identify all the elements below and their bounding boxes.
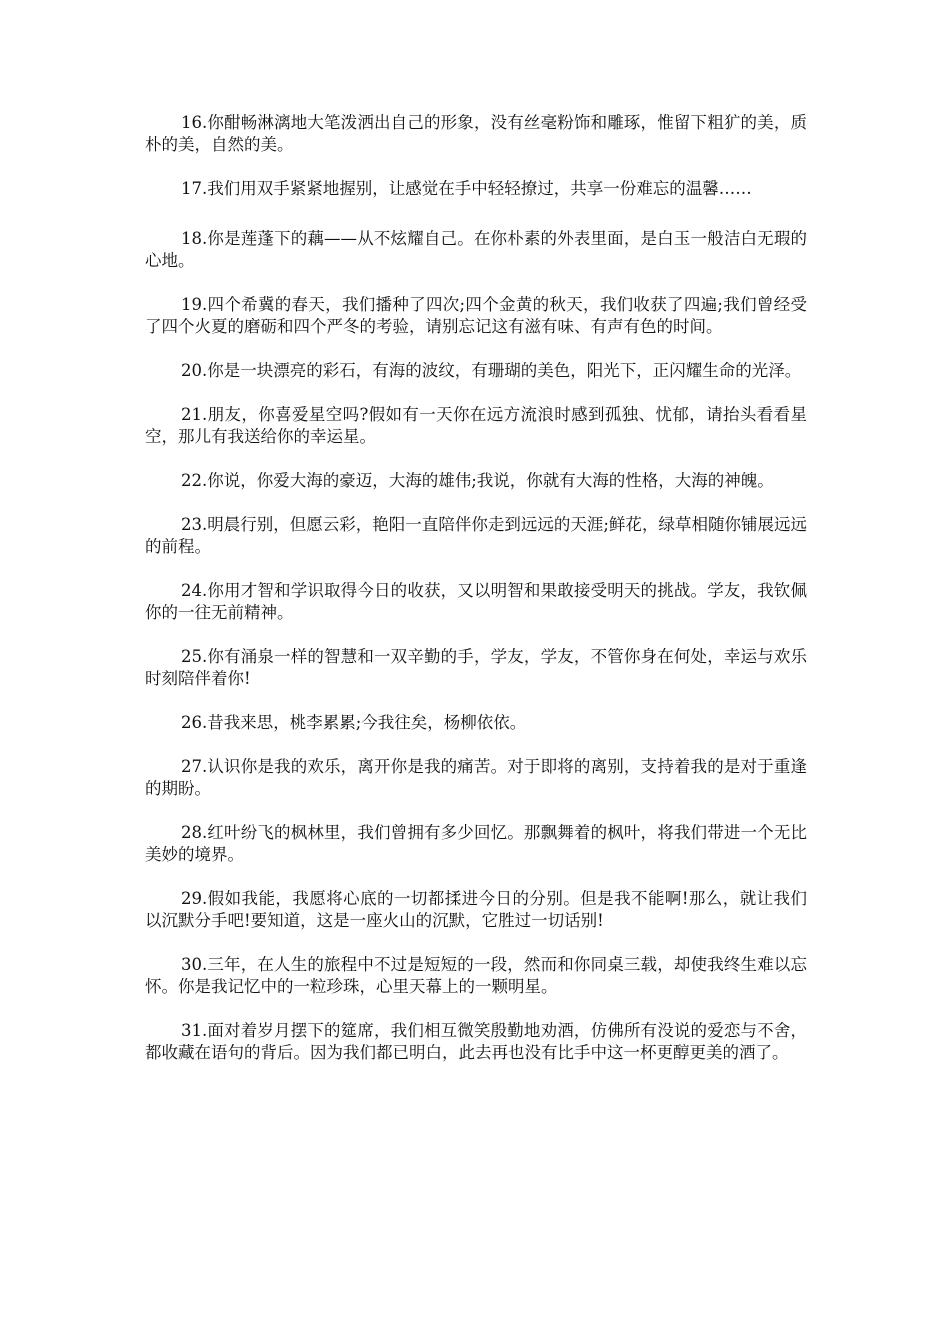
paragraph-26: 26.昔我来思，桃李累累;今我往矣，杨柳依依。 [181, 713, 527, 732]
paragraph-17: 17.我们用双手紧紧地握别，让感觉在手中轻轻撩过，共享一份难忘的温馨…… [181, 179, 752, 198]
paragraph-29: 29.假如我能，我愿将心底的一切都揉进今日的分别。但是我不能啊!那么，就让我们以沉默分手吧!要知道，这是一座火山的沉默，它胜过一切话别! [145, 889, 807, 930]
paragraph-22: 22.你说，你爱大海的豪迈，大海的雄伟;我说，你就有大海的性格，大海的神魄。 [181, 471, 774, 490]
paragraph-24: 24.你用才智和学识取得今日的收获，又以明智和果敢接受明天的挑战。学友，我钦佩你的一往无前精神。 [145, 581, 807, 622]
paragraph-27: 27.认识你是我的欢乐，离开你是我的痛苦。对于即将的离别，支持着我的是对于重逢的期盼。 [145, 757, 807, 798]
paragraph-20: 20.你是一块漂亮的彩石，有海的波纹，有珊瑚的美色，阳光下，正闪耀生命的光泽。 [181, 361, 802, 380]
paragraph-18: 18.你是莲蓬下的藕——从不炫耀自己。在你朴素的外表里面，是白玉一般洁白无瑕的心地。 [145, 229, 807, 270]
paragraph-19: 19.四个希冀的春天，我们播种了四次;四个金黄的秋天，我们收获了四遍;我们曾经受了四个火夏的磨砺和四个严冬的考验，请别忘记这有滋有味、有声有色的时间。 [145, 295, 807, 336]
paragraph-16: 16.你酣畅淋漓地大笔泼洒出自己的形象，没有丝毫粉饰和雕琢，惟留下粗犷的美，质朴的美，自然的美。 [145, 113, 807, 154]
paragraph-25: 25.你有涌泉一样的智慧和一双辛勤的手，学友，学友，不管你身在何处，幸运与欢乐时刻陪伴着你! [145, 647, 807, 688]
paragraph-31: 31.面对着岁月摆下的筵席，我们相互微笑殷勤地劝酒，仿佛所有没说的爱恋与不舍，都收藏在语句的背后。因为我们都已明白，此去再也没有比手中这一杯更醇更美的酒了。 [145, 1021, 807, 1062]
paragraph-30: 30.三年，在人生的旅程中不过是短短的一段，然而和你同桌三载，却使我终生难以忘怀。你是我记忆中的一粒珍珠，心里天幕上的一颗明星。 [145, 955, 807, 996]
paragraph-28: 28.红叶纷飞的枫林里，我们曾拥有多少回忆。那飘舞着的枫叶，将我们带进一个无比美妙的境界。 [145, 823, 807, 864]
paragraph-23: 23.明晨行别，但愿云彩，艳阳一直陪伴你走到远远的天涯;鲜花，绿草相随你铺展远远的前程。 [145, 515, 807, 556]
document-body [145, 112, 807, 1086]
paragraph-21: 21.朋友，你喜爱星空吗?假如有一天你在远方流浪时感到孤独、忧郁，请抬头看看星空，那儿有我送给你的幸运星。 [145, 405, 807, 446]
